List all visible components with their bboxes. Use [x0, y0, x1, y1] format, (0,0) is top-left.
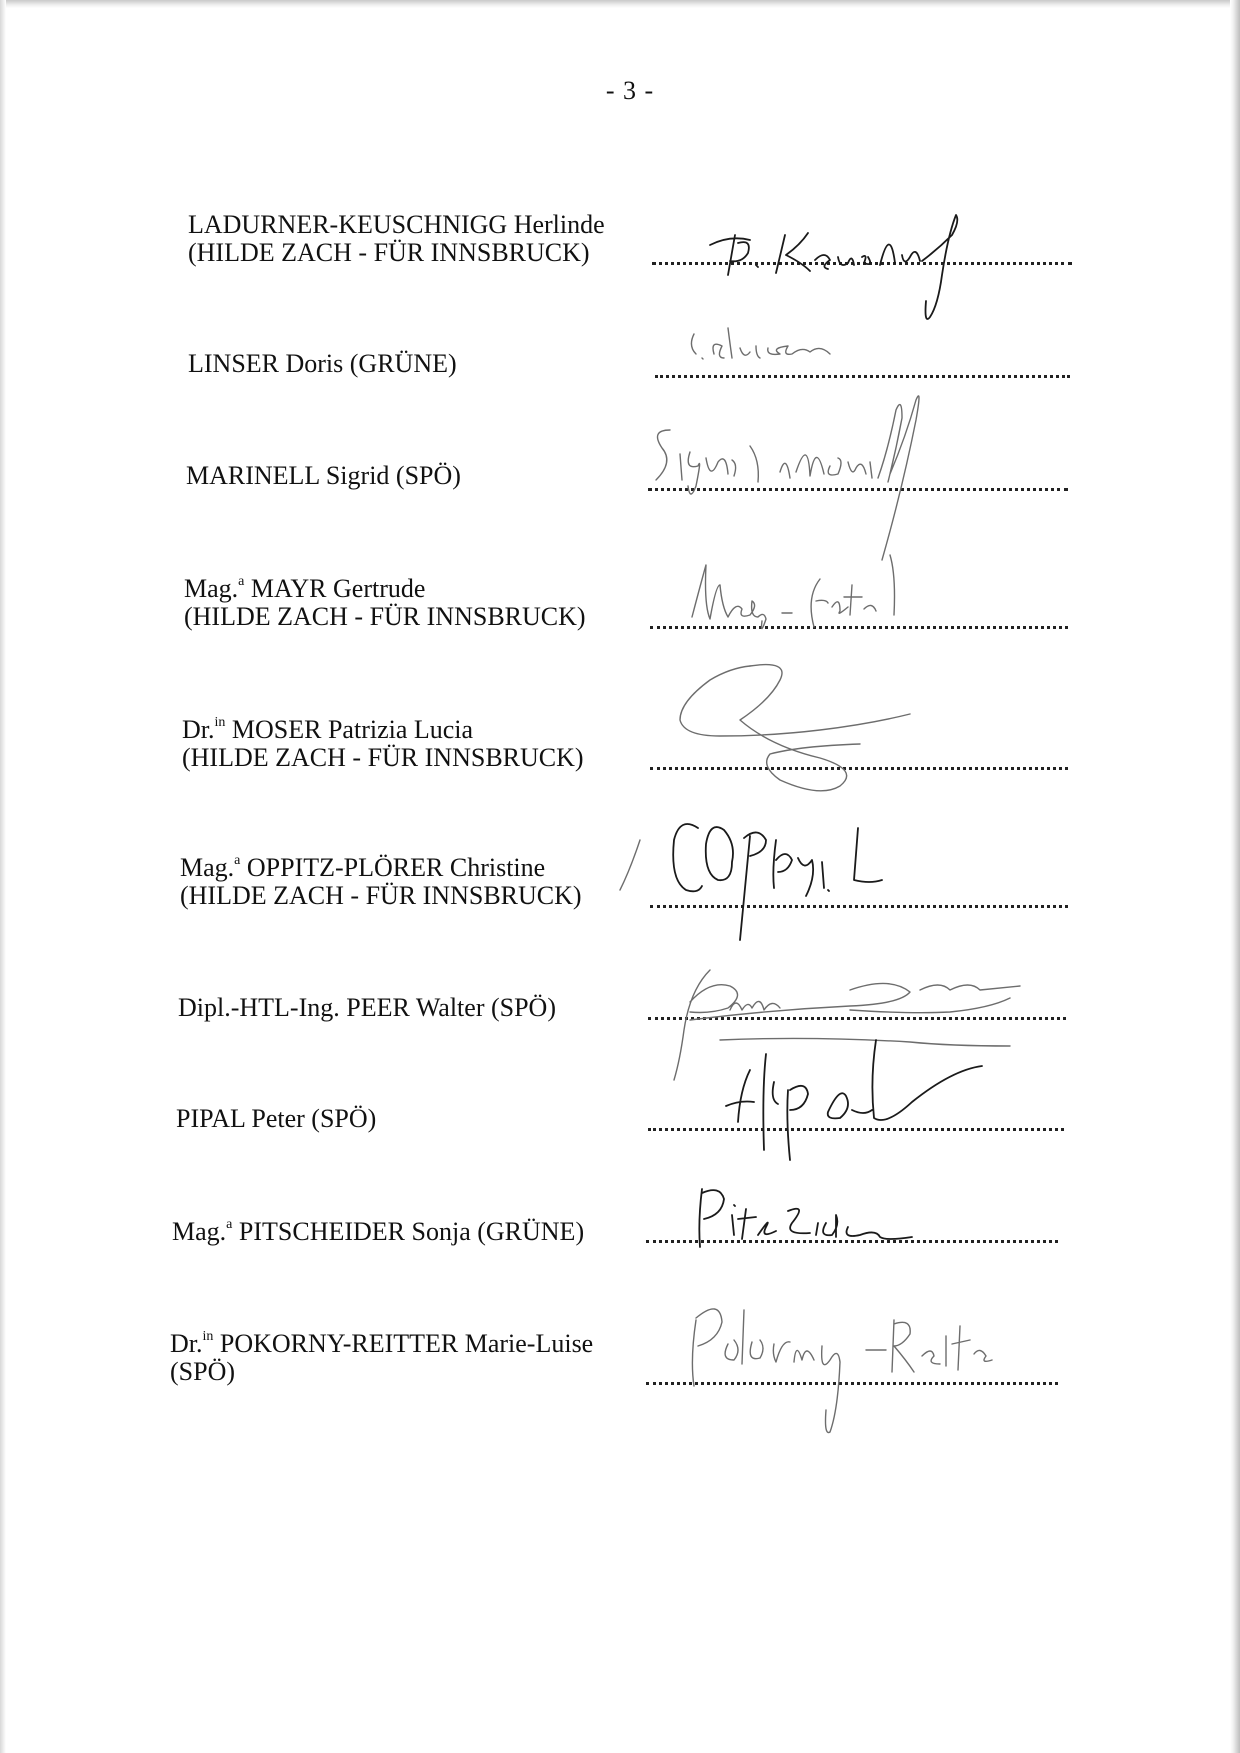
signature-moser — [650, 650, 940, 800]
academic-title-suffix: in — [214, 715, 226, 730]
signatory-name: POKORNY-REITTER Marie-Luise — [219, 1329, 594, 1358]
signatory-name: LINSER Doris (GRÜNE) — [188, 349, 457, 378]
signatory-name: MAYR Gertrude — [250, 574, 426, 603]
signatory-party: (HILDE ZACH - FÜR INNSBRUCK) — [184, 602, 586, 631]
signatory-entry — [182, 716, 584, 772]
academic-title: Mag. — [184, 574, 239, 603]
signature-pitscheider — [680, 1175, 960, 1255]
scan-edge-top — [0, 0, 1240, 8]
signature-linser — [670, 318, 910, 388]
academic-title: Dr. — [182, 715, 215, 744]
academic-title-suffix: in — [202, 1329, 214, 1344]
signatory-party: (HILDE ZACH - FÜR INNSBRUCK) — [188, 238, 590, 267]
signatory-party: (SPÖ) — [170, 1357, 236, 1386]
signatory-name: PIPAL Peter (SPÖ) — [176, 1104, 377, 1133]
signatory-entry — [188, 211, 605, 267]
academic-title-suffix: a — [238, 574, 245, 589]
signatory-entry — [178, 994, 556, 1022]
academic-title-suffix: a — [234, 853, 241, 868]
academic-title: Mag. — [172, 1217, 227, 1246]
page-number: - 3 - — [605, 76, 655, 105]
signatory-entry — [184, 575, 586, 631]
scan-edge-left — [0, 0, 6, 1753]
signatory-name: MARINELL Sigrid (SPÖ) — [186, 461, 461, 490]
signatory-entry — [172, 1218, 584, 1246]
signatory-party: (HILDE ZACH - FÜR INNSBRUCK) — [182, 743, 584, 772]
signature-pokorny-reitter — [680, 1290, 1020, 1440]
signatory-entry — [170, 1330, 593, 1386]
signatory-name: Dipl.-HTL-Ing. PEER Walter (SPÖ) — [178, 993, 556, 1022]
scan-edge-right — [1230, 0, 1240, 1753]
signature-marinell — [640, 390, 980, 560]
signatory-party: (HILDE ZACH - FÜR INNSBRUCK) — [180, 881, 582, 910]
signature-pipal — [690, 1030, 1050, 1160]
signatory-title — [184, 575, 586, 603]
academic-title: Mag. — [180, 853, 235, 882]
signatory-entry — [176, 1105, 376, 1133]
academic-title-suffix: a — [226, 1217, 233, 1232]
signatory-name: LADURNER-KEUSCHNIGG Herlinde — [188, 210, 605, 239]
signatory-entry — [188, 350, 457, 378]
signature-mayr — [680, 545, 920, 645]
academic-title: Dr. — [170, 1329, 203, 1358]
signature-oppitz-ploerer — [620, 800, 960, 950]
signatory-entry — [186, 462, 461, 490]
signatory-entry — [180, 854, 582, 910]
signatory-name: MOSER Patrizia Lucia — [231, 715, 474, 744]
signature-ladurner-keuschnigg — [690, 205, 990, 335]
signatory-name: OPPITZ-PLÖRER Christine — [246, 853, 546, 882]
signatory-name: PITSCHEIDER Sonja (GRÜNE) — [238, 1217, 585, 1246]
